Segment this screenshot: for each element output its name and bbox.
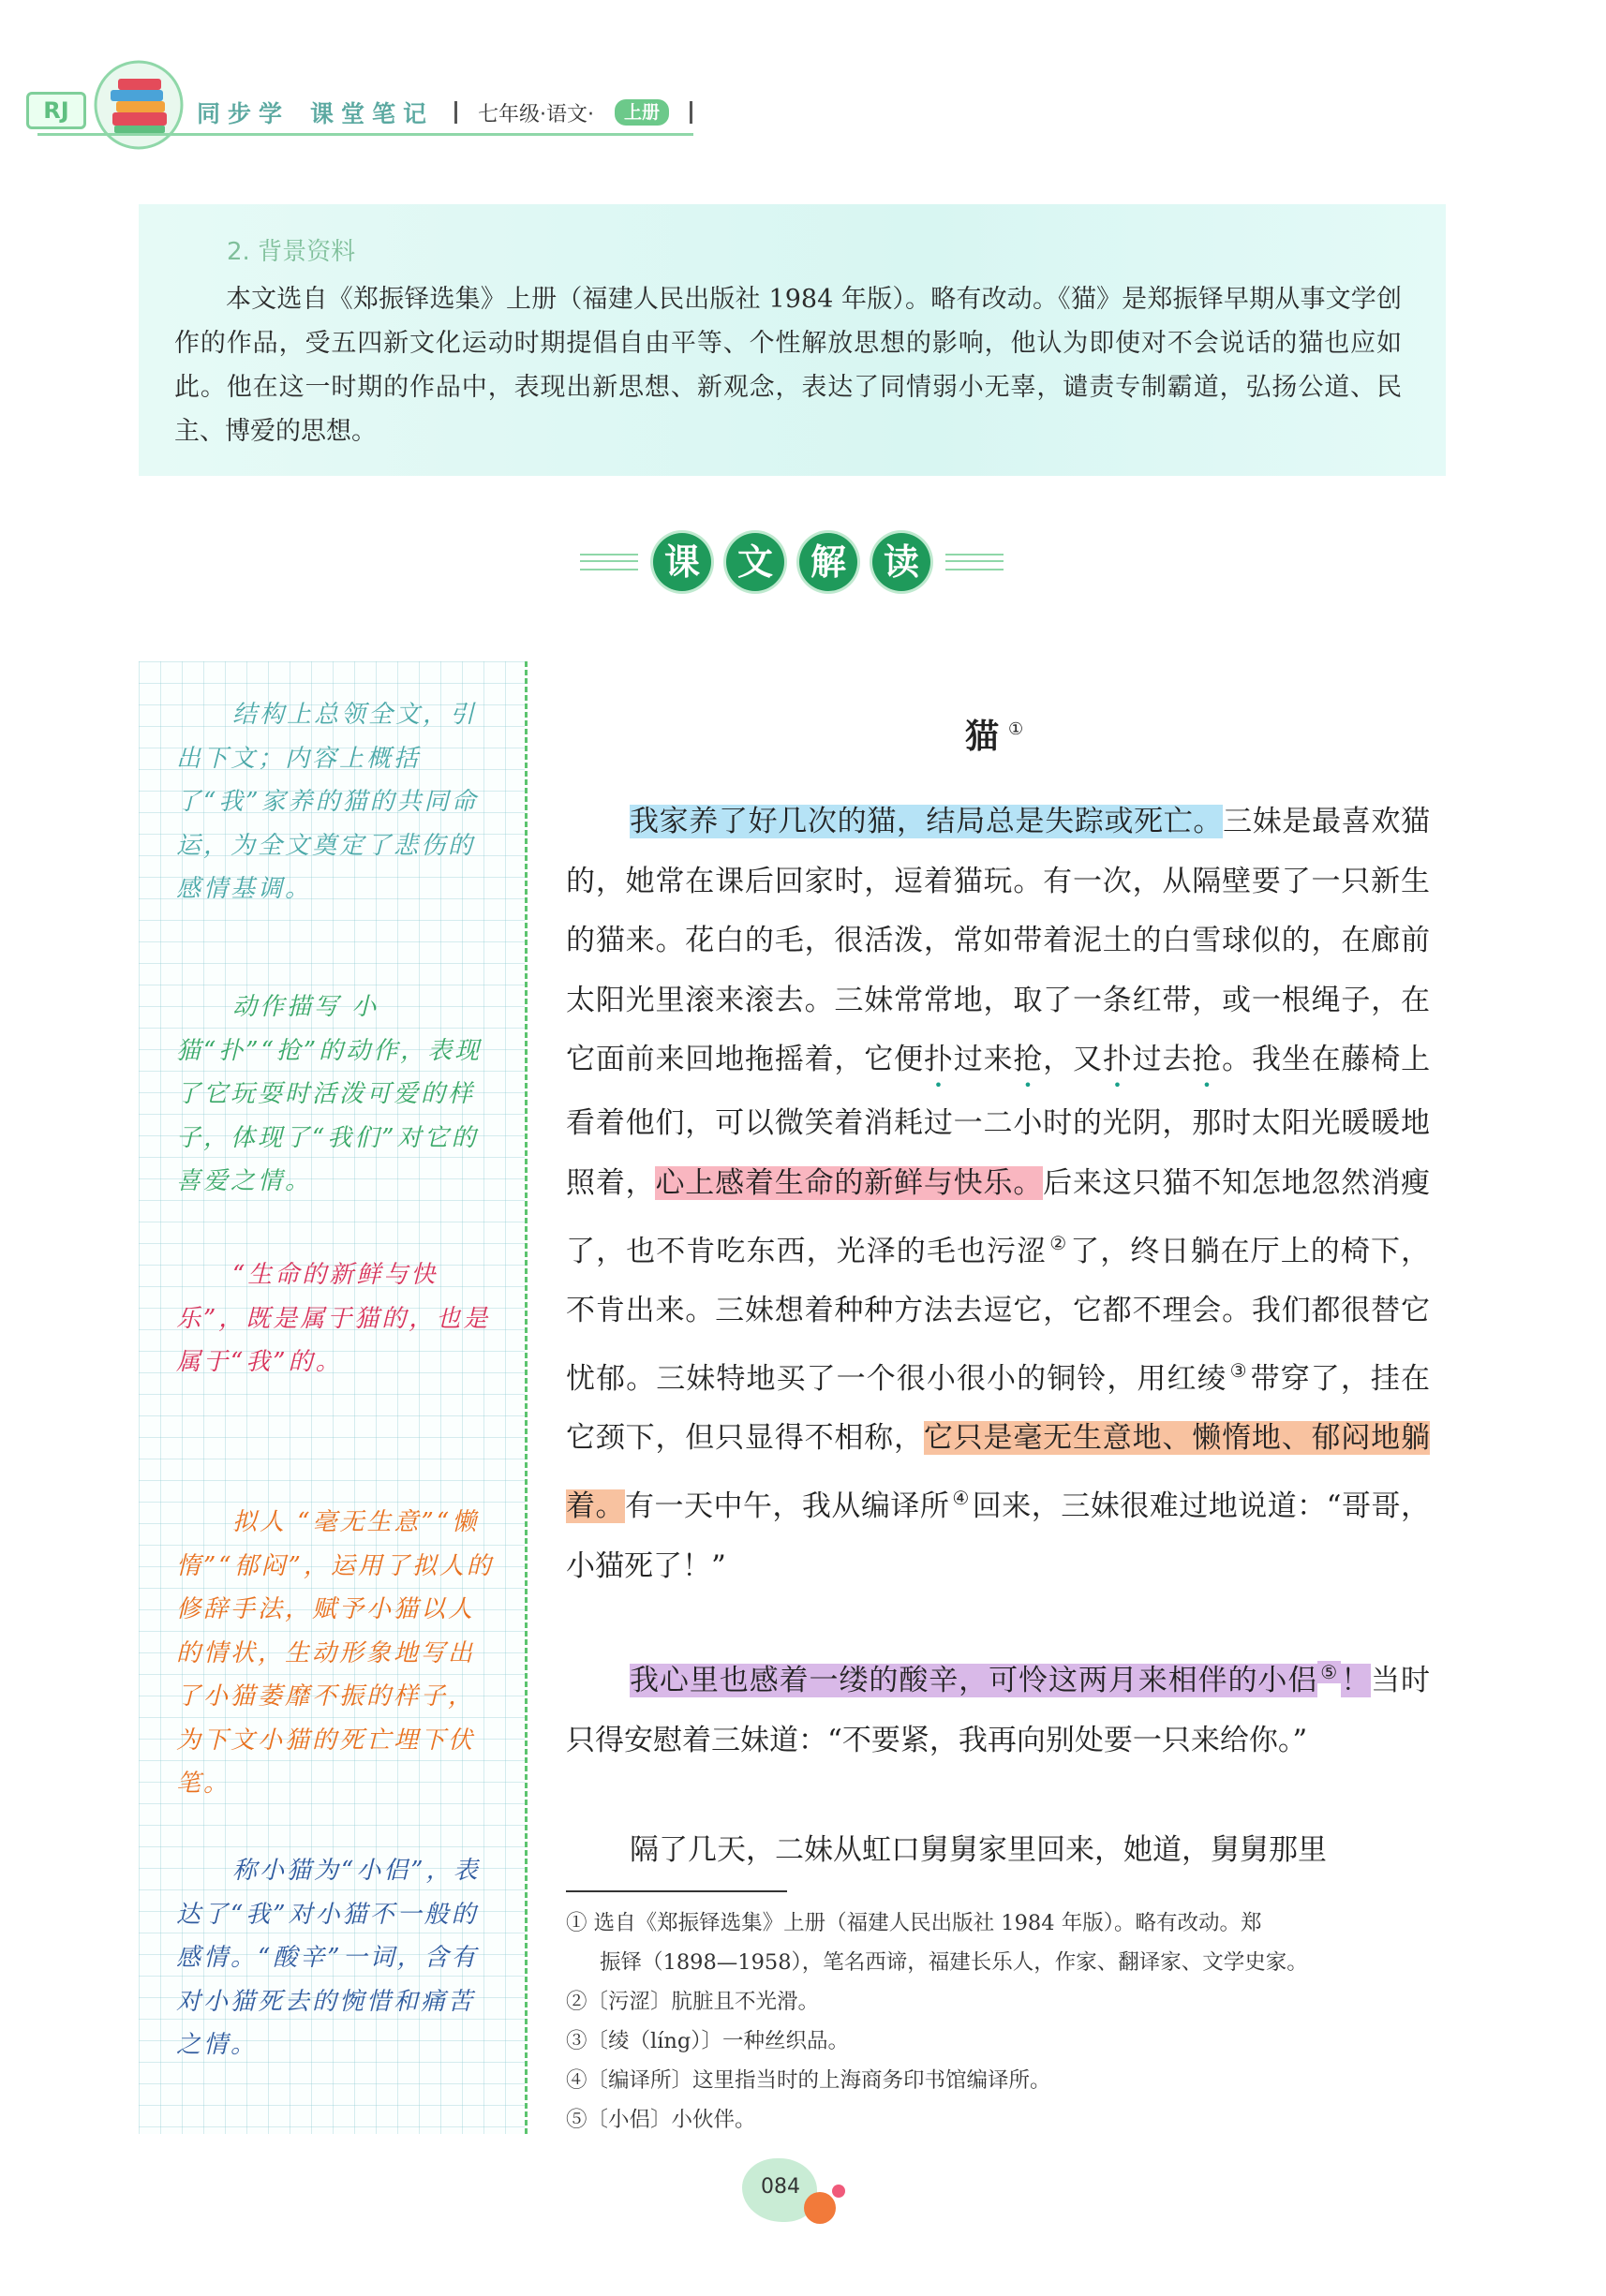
article-paragraph-3: 隔了几天，二妹从虹口舅舅家里回来，她道，舅舅那里 (630, 1833, 1327, 1867)
article-paragraph-1: 我家养了好几次的猫，结局总是失踪或死亡。三妹是最喜欢猫的，她常在课后回家时，逗着猫玩。有一次，从隔壁要了一只新生的猫来。花白的毛，很活泼，常如带着泥土的白雪球似的，在廊前太阳光里滚来滚去。三妹常常地，取了一条红带，或一根绳子，在它面前来回地拖摇着，它便扑过来抢，又扑过去抢。我坐在藤椅上看着他们，可以微笑着消耗过一二小时的光阴，那时太阳光暖暖地照着，心上感着生命的新鲜与快乐。后来这只猫不知怎地忽然消瘦了，也不肯吃东西，光泽的毛也污涩 ②了，终日躺在厅上的椅下，不肯出来。三妹想着种种方法去逗它，它都不理会。我们都很替它忧郁。三妹特地买了一个很小很小的铜铃，用红绫 ③带穿了，挂在它颈下，但只显得不相称，它只是毫无生意地、懒惰地、郁闷地躺着。有一天中午，我从编译所 ④回来，三妹很难过地说道：“哥哥，小猫死了！” (566, 805, 1431, 1583)
decor-pink-dot (832, 2185, 845, 2198)
background-title: 2. 背景资料 (227, 238, 356, 266)
series-badge: RJ (26, 92, 86, 129)
heading-ornament-left (580, 554, 638, 570)
highlight-listless: 它只是毫无生意地、懒惰地、郁闷地躺着。 (566, 1421, 1431, 1523)
header-divider (454, 101, 457, 124)
page-number: 084 (761, 2175, 800, 2199)
header-divider-end (690, 101, 692, 124)
note-companion: 称小猫为“小侣”，表达了“我”对小猫不一般的感情。“酸辛”一词，含有对小猫死去的惋惜和痛苦之情。 (176, 1857, 481, 2059)
header-brand-1: 同步学 (197, 100, 290, 127)
heading-char-4: 读 (872, 533, 930, 591)
header-grade: 七年级·语文· (478, 102, 595, 126)
header-brand-2: 课堂笔记 (310, 100, 435, 127)
article-title-text: 猫 (965, 718, 1000, 756)
article-paragraph-2: 我心里也感着一缕的酸辛，可怜这两月来相伴的小侣 ⑤！当时只得安慰着三妹道：“不要紧，我再向别处要一只来给你。” (566, 1661, 1431, 1757)
highlight-sorrow: 我心里也感着一缕的酸辛，可怜这两月来相伴的小侣 (630, 1664, 1318, 1697)
running-header (197, 94, 692, 131)
note-action: 动作描写 小猫“扑”“抢”的动作，表现了它玩耍时活泼可爱的样子，体现了“我们”对它的喜爱之情。 (176, 993, 483, 1195)
note-personification: 拟人 “毫无生意”“懒惰”“郁闷”，运用了拟人的修辞手法，赋予小猫以人的情状，生动形象地写出了小猫萎靡不振的样子，为下文小猫的死亡埋下伏笔。 (176, 1508, 494, 1798)
highlight-opening: 我家养了好几次的猫，结局总是失踪或死亡。 (630, 805, 1224, 838)
note-life: “生命的新鲜与快乐”，既是属于猫的，也是属于“我”的。 (176, 1261, 491, 1376)
emphasis-pu: 扑 (923, 1043, 954, 1077)
notes-divider (525, 661, 528, 2134)
highlight-life: 心上感着生命的新鲜与快乐。 (655, 1165, 1044, 1200)
note-structure: 结构上总领全文，引出下文；内容上概括了“我”家养的猫的共同命运，为全文奠定了悲伤的感情基调。 (176, 701, 479, 903)
footnote-mark-2: ② (1049, 1231, 1068, 1254)
heading-char-1: 课 (653, 533, 711, 591)
header-rule (37, 133, 693, 136)
footnote-mark-5: ⑤ (1317, 1661, 1341, 1683)
title-footnote-mark: ① (1008, 719, 1024, 739)
books-logo-icon (90, 58, 193, 152)
article-title (965, 710, 1023, 758)
footnote-1: ① 选自《郑振铎选集》上册（福建人民出版社 1984 年版）。略有改动。郑 (566, 1911, 1262, 1935)
footnote-1-cont: 振铎（1898—1958），笔名西谛，福建长乐人，作家、翻译家、文学史家。 (600, 1950, 1308, 1975)
section-heading (572, 530, 1012, 594)
background-text: 本文选自《郑振铎选集》上册（福建人民出版社 1984 年版）。略有改动。《猫》是郑振铎早期从事文学创作的作品，受五四新文化运动时期提倡自由平等、个性解放思想的影响，他认为即使对不会说话的猫也应如此。他在这一时期的作品中，表现出新思想、新观念，表达了同情弱小无辜，谴责专制霸道，弘扬公道、民主、博爱的思想。 (174, 285, 1402, 446)
emphasis-pu-2: 扑 (1102, 1043, 1133, 1077)
footnote-5: ⑤〔小侣〕小伙伴。 (566, 2108, 756, 2132)
header-volume-badge: 上册 (615, 99, 669, 126)
emphasis-qiang-2: 抢 (1192, 1043, 1223, 1077)
emphasis-qiang: 抢 (1013, 1043, 1044, 1077)
footnote-3: ③〔绫（líng）〕一种丝织品。 (566, 2029, 850, 2053)
footnote-mark-3: ③ (1229, 1358, 1248, 1382)
heading-ornament-right (945, 554, 1004, 570)
heading-char-3: 解 (799, 533, 857, 591)
heading-char-2: 文 (726, 533, 784, 591)
footnote-2: ②〔污涩〕肮脏且不光滑。 (566, 1990, 820, 2014)
footnote-rule (566, 1890, 787, 1892)
footnote-mark-4: ④ (952, 1486, 970, 1509)
footnote-4: ④〔编译所〕这里指当时的上海商务印书馆编译所。 (566, 2068, 1051, 2093)
